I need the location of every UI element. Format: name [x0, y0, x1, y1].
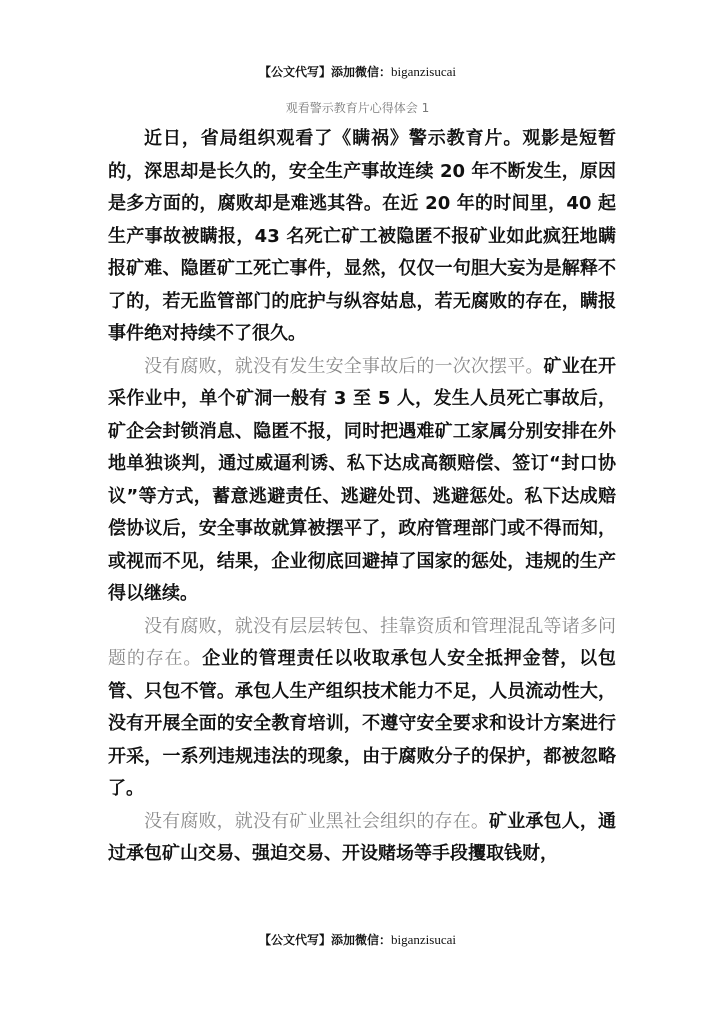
- page-header-banner: [0, 64, 715, 80]
- header-banner-label: 【公文代写】添加微信：: [259, 65, 392, 79]
- paragraph-2: [108, 351, 616, 611]
- paragraph-3: [108, 611, 616, 806]
- footer-wechat-id: biganzisucai: [391, 932, 456, 947]
- paragraph-4-body: 矿业承包人，通过承包矿山交易、强迫交易、开设赌场等手段攫取钱财，: [108, 810, 617, 864]
- page-footer-banner: [0, 932, 715, 948]
- paragraph-1: [108, 123, 616, 351]
- paragraph-4: [108, 806, 616, 871]
- document-subtitle: 观看警示教育片心得体会 1: [285, 101, 430, 115]
- document-body: [108, 123, 616, 871]
- paragraph-2-lead: 没有腐败，就没有发生安全事故后的一次次摆平。: [144, 355, 544, 377]
- paragraph-2-body: 矿业在开采作业中，单个矿洞一般有 3 至 5 人，发生人员死亡事故后，矿企会封锁消息、隐匿不报，同时把遇难矿工家属分别安排在外地单独谈判，通过威逼利诱、私下达成高额赔偿、签订“封口协议”等方式，蓄意逃避责任、逃避处罚、逃避惩处。私下达成赔偿协议后，安全事故就算被摆平了，政府管理部门或不得而知，或视而不见，结果，企业彻底回避掉了国家的惩处，违规的生产得以继续。: [108, 355, 617, 604]
- paragraph-1-body: 近日，省局组织观看了《瞒祸》警示教育片。观影是短暂的，深思却是长久的，安全生产事故连续 20 年不断发生，原因是多方面的，腐败却是难逃其咎。在近 20 年的时间里，40 起生产事故被瞒报，43 名死亡矿工被隐匿不报矿业如此疯狂地瞒报矿难、隐匿矿工死亡事件，显然，仅仅一句胆大妄为是解释不了的，若无监管部门的庇护与纵容姑息，若无腐败的存在，瞒报事件绝对持续不了很久。: [108, 128, 616, 344]
- paragraph-3-body: 企业的管理责任以收取承包人安全抵押金替，以包管、只包不管。承包人生产组织技术能力不足，人员流动性大，没有开展全面的安全教育培训，不遵守安全要求和设计方案进行开采，一系列违规违法的现象，由于腐败分子的保护，都被忽略了。: [108, 648, 617, 799]
- paragraph-4-lead: 没有腐败，就没有矿业黑社会组织的存在。: [144, 810, 490, 832]
- paragraph-3-lead: 没有腐败，就没有层层转包、挂靠资质和管理混乱等诸多问题的存在。: [108, 615, 616, 669]
- footer-banner-label: 【公文代写】添加微信：: [259, 933, 392, 947]
- header-wechat-id: biganzisucai: [391, 64, 456, 79]
